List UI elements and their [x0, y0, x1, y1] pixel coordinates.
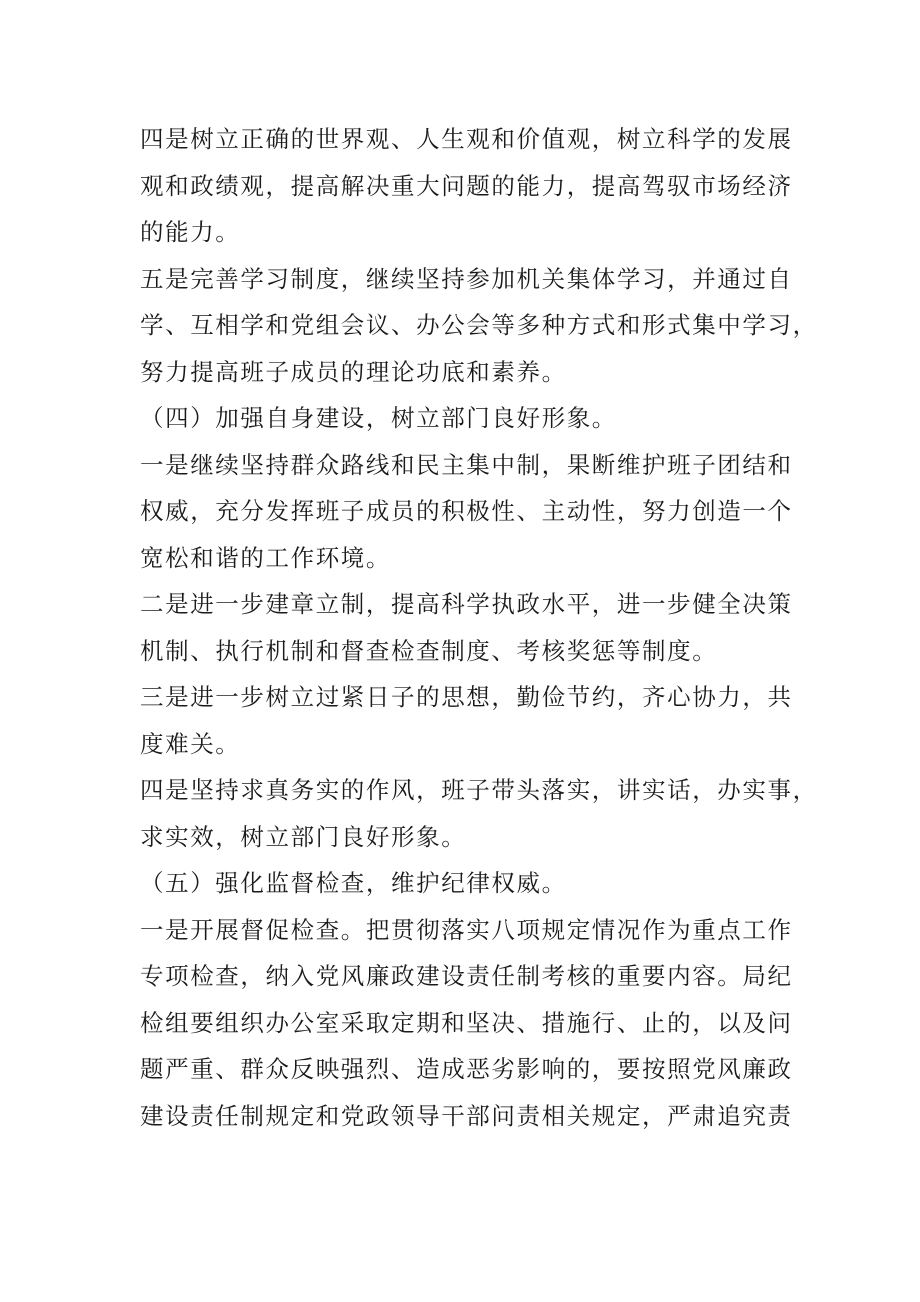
- paragraph-frugality: [140, 674, 793, 767]
- text-line: 二是进一步建章立制，提高科学执政水平，进一步健全决策: [140, 590, 793, 618]
- text-line: 题严重、群众反映强烈、造成恶劣影响的，要按照党风廉政: [140, 1055, 793, 1083]
- paragraph-pragmatic-style: [140, 767, 818, 860]
- text-line: 学、互相学和党组会议、办公会等多种方式和形式集中学习，: [140, 311, 818, 339]
- text-line: 四是树立正确的世界观、人生观和价值观，树立科学的发展: [140, 125, 793, 153]
- section-heading-four: [140, 395, 785, 442]
- text-line: 一是开展督促检查。把贯彻落实八项规定情况作为重点工作: [140, 915, 793, 944]
- text-line: 专项检查，纳入党风廉政建设责任制考核的重要内容。局纪: [140, 962, 793, 990]
- heading-line: （五）强化监督检查，维护纪律权威。: [140, 869, 567, 897]
- text-line: 三是进一步树立过紧日子的思想，勤俭节约，齐心协力，共: [140, 683, 793, 711]
- text-line: 观和政绩观，提高解决重大问题的能力，提高驾驭市场经济: [140, 171, 793, 200]
- text-line: 建设责任制规定和党政领导干部问责相关规定，严肃追究责: [140, 1101, 793, 1130]
- paragraph-mass-line: [140, 442, 793, 582]
- text-line: 宽松和谐的工作环境。: [140, 543, 391, 572]
- text-line: 五是完善学习制度，继续坚持参加机关集体学习，并通过自: [140, 264, 793, 293]
- paragraph-supervision: [140, 907, 793, 1140]
- document-body: [140, 116, 818, 1139]
- heading-line: （四）加强自身建设，树立部门良好形象。: [140, 404, 617, 432]
- text-line: 求实效，树立部门良好形象。: [140, 822, 467, 851]
- text-line: 度难关。: [140, 729, 241, 758]
- section-heading-five: [140, 860, 785, 907]
- text-line: 一是继续坚持群众路线和民主集中制，果断维护班子团结和: [140, 450, 793, 479]
- paragraph-study-system: [140, 256, 818, 396]
- text-line: 检组要组织办公室采取定期和坚决、措施行、止的，以及问: [140, 1008, 793, 1037]
- text-line: 四是坚持求真务实的作风，班子带头落实，讲实话，办实事，: [140, 776, 818, 804]
- text-line: 权威，充分发挥班子成员的积极性、主动性，努力创造一个: [140, 497, 793, 525]
- text-line: 的能力。: [140, 218, 241, 246]
- paragraph-establish-worldview: [140, 116, 793, 256]
- text-line: 机制、执行机制和督查检查制度、考核奖惩等制度。: [140, 636, 718, 665]
- paragraph-rules: [140, 581, 793, 674]
- text-line: 努力提高班子成员的理论功底和素养。: [140, 357, 567, 386]
